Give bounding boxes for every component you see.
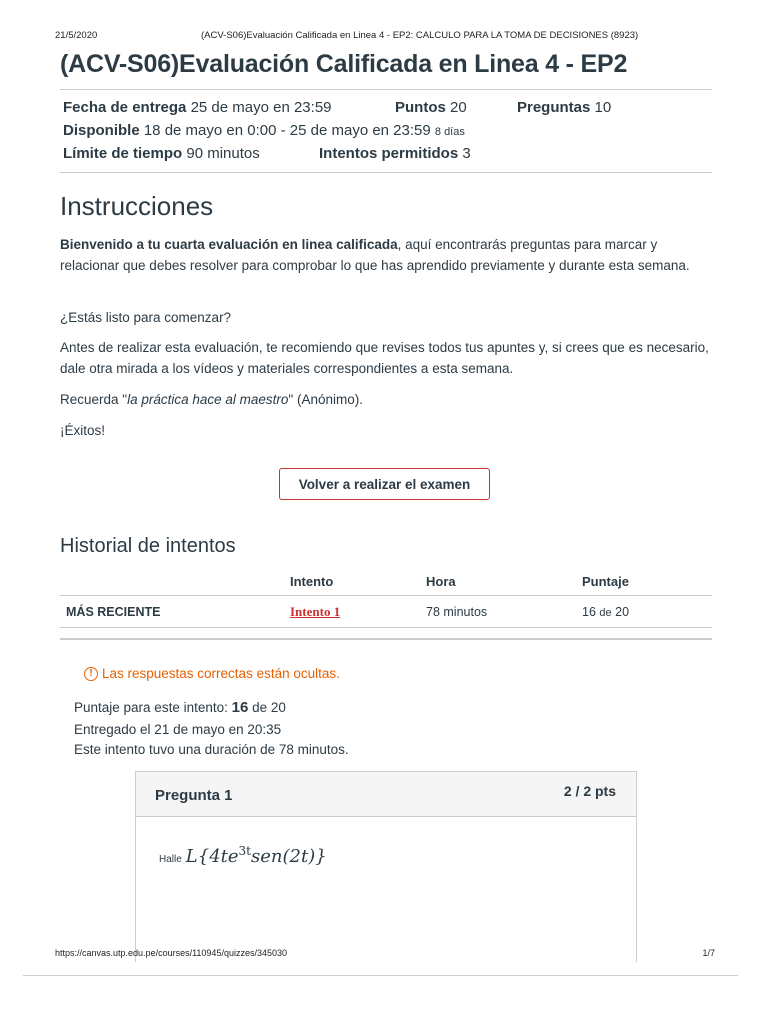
score-prefix: Puntaje para este intento: xyxy=(74,700,228,715)
formula-pre: L{4te xyxy=(185,846,239,867)
question-formula xyxy=(186,844,327,867)
print-date: 21/5/2020 xyxy=(55,30,98,41)
available-label: Disponible xyxy=(63,122,140,139)
formula-sup: 3t xyxy=(238,844,252,858)
points xyxy=(395,99,467,116)
quote-post: " (Anónimo). xyxy=(288,392,363,407)
quote-italic: la práctica hace al maestro xyxy=(127,392,289,407)
attempt-cell xyxy=(284,596,420,628)
score-suffix: de 20 xyxy=(252,700,286,715)
retake-exam-button[interactable]: Volver a realizar el examen xyxy=(279,468,490,500)
instructions-heading: Instrucciones xyxy=(60,191,214,221)
page-title: (ACV-S06)Evaluación Calificada en Linea 4 - EP2 xyxy=(60,50,628,78)
due-date xyxy=(63,99,332,116)
most-recent-label: MÁS RECIENTE xyxy=(60,596,284,628)
due-value: 25 de mayo en 23:59 xyxy=(190,99,332,116)
attempt-time: 78 minutos xyxy=(420,596,576,628)
good-luck: ¡Éxitos! xyxy=(60,423,106,438)
attempt-link[interactable]: Intento 1 xyxy=(290,604,341,619)
submitted-line: Entregado el 21 de mayo en 20:35 xyxy=(74,722,282,737)
divider xyxy=(60,638,712,640)
attempt-score xyxy=(576,596,712,628)
attempt-history-table xyxy=(60,567,712,628)
print-url: https://canvas.utp.edu.pe/courses/110945/quizzes/345030 xyxy=(55,948,287,958)
score-total: 20 xyxy=(615,605,630,619)
footer-divider xyxy=(23,975,738,976)
formula-post: sen(2t)} xyxy=(251,846,327,867)
attempt-score-line xyxy=(74,699,286,716)
time-limit-value: 90 minutos xyxy=(186,145,260,162)
question-title: Pregunta 1 xyxy=(155,787,233,804)
page-number: 1/7 xyxy=(702,948,715,958)
score-of: de xyxy=(599,607,612,619)
review-advice: Antes de realizar esta evaluación, te recomiendo que revises todos tus apuntes y, si crees que es necesario, dale otra mirada a los vídeos y materiales correspondientes a esta semana. xyxy=(60,340,709,376)
attempts-allowed xyxy=(319,145,471,162)
hidden-answers-notice xyxy=(84,666,340,681)
welcome-bold: Bienvenido a tu cuarta evaluación en linea calificada xyxy=(60,237,398,252)
question-prompt: Halle xyxy=(159,854,182,865)
attempts-label: Intentos permitidos xyxy=(319,145,459,162)
col-header-empty xyxy=(60,567,284,596)
col-header-attempt: Intento xyxy=(290,574,334,589)
instructions-paragraph xyxy=(60,234,712,276)
question-body xyxy=(159,844,327,867)
question-card xyxy=(135,771,637,962)
questions xyxy=(517,99,611,116)
table-header-row xyxy=(60,567,712,596)
availability xyxy=(63,122,465,139)
question-points: 2 / 2 pts xyxy=(563,783,616,799)
points-label: Puntos xyxy=(395,99,446,116)
quote-paragraph xyxy=(60,389,712,410)
hidden-answers-text: Las respuestas correctas están ocultas. xyxy=(102,666,340,681)
quote-pre: Recuerda " xyxy=(60,392,128,407)
ready-question: ¿Estás listo para comenzar? xyxy=(60,310,232,325)
attempts-value: 3 xyxy=(462,145,471,162)
points-value: 20 xyxy=(450,99,467,116)
score-number: 16 xyxy=(231,699,249,716)
print-title: (ACV-S06)Evaluación Calificada en Linea 4 - EP2: CALCULO PARA LA TOMA DE DECISIONES (8923) xyxy=(201,30,639,41)
divider xyxy=(60,89,712,90)
score-value: 16 xyxy=(582,605,596,619)
duration-line: Este intento tuvo una duración de 78 minutos. xyxy=(74,742,349,757)
questions-label: Preguntas xyxy=(517,99,591,116)
question-header xyxy=(136,772,636,817)
history-heading: Historial de intentos xyxy=(60,535,236,557)
due-label: Fecha de entrega xyxy=(63,99,187,116)
welcome-text: , aquí encontrarás preguntas para marcar y relacionar que debes resolver para comprobar lo que has aprendido previamente y durante esta semana. xyxy=(60,237,690,273)
col-header-score: Puntaje xyxy=(582,574,629,589)
table-row xyxy=(60,596,712,628)
time-limit xyxy=(63,145,260,162)
available-value: 18 de mayo en 0:00 - 25 de mayo en 23:59 xyxy=(143,122,431,139)
time-limit-label: Límite de tiempo xyxy=(63,145,183,162)
col-header-time: Hora xyxy=(426,574,456,589)
divider xyxy=(60,172,712,173)
available-days: 8 días xyxy=(434,126,465,138)
warning-icon: ! xyxy=(84,667,98,681)
questions-value: 10 xyxy=(594,99,612,116)
